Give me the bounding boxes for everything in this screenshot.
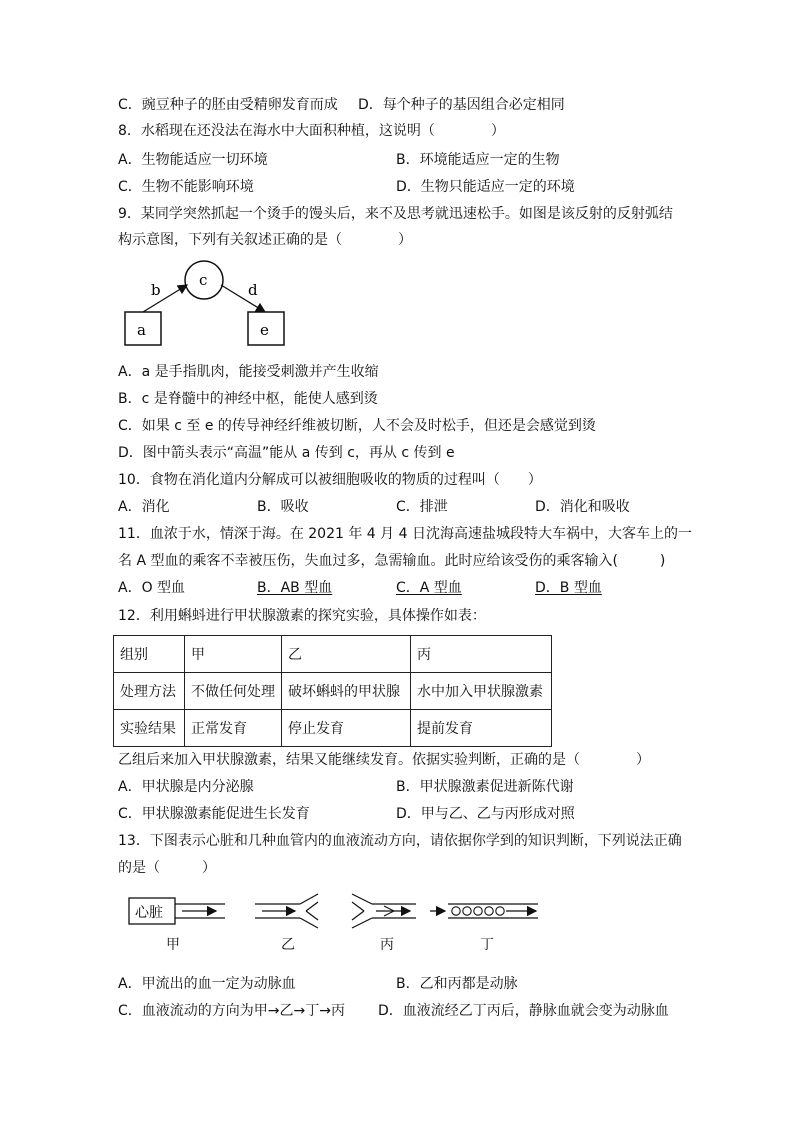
q11-stem-2: 名 A 型血的乘客不幸被压伤，失血过多，急需输血。此时应给该受伤的乘客输入( ): [118, 553, 666, 569]
q12-stem-2: 乙组后来加入甲状腺激素，结果又能继续发育。依据实验判断，正确的是（ ）: [118, 752, 650, 768]
table-cell: 处理方法: [114, 673, 185, 710]
experiment-table: [113, 635, 552, 747]
blood-vessel-diagram: [120, 890, 550, 935]
vessel-bing: [352, 894, 416, 928]
label-bing: 丙: [380, 937, 394, 953]
q10-option-b: B．吸收: [257, 499, 309, 515]
q12-stem: 12．利用蝌蚪进行甲状腺激素的探究实验，具体操作如表：: [118, 608, 486, 624]
q7-option-c: C．豌豆种子的胚由受精卵发育而成: [118, 97, 338, 113]
table-cell: 不做任何处理: [185, 673, 282, 710]
table-row: [114, 636, 552, 673]
label-e: e: [260, 321, 269, 339]
q11-stem-1: 11．血浓于水，情深于海。在 2021 年 4 月 4 日沈海高速盐城段特大车祸中，大客车上的一: [118, 526, 692, 542]
table-cell: 丙: [411, 636, 552, 673]
label-ding: 丁: [480, 937, 494, 953]
label-yi: 乙: [281, 937, 295, 953]
q8-option-a: A．生物能适应一切环境: [118, 152, 268, 168]
q9-option-a: A．a 是手指肌肉，能接受刺激并产生收缩: [118, 364, 379, 380]
q9-stem-2: 构示意图，下列有关叙述正确的是（ ）: [118, 232, 412, 248]
q12-option-c: C．甲状腺激素能促进生长发育: [118, 806, 310, 822]
heart-label: 心脏: [135, 905, 163, 921]
q8-option-d: D．生物只能适应一定的环境: [396, 179, 575, 195]
q10-option-c: C．排泄: [396, 499, 448, 515]
arrow-b: [143, 285, 187, 312]
table-cell: 破坏蝌蚪的甲状腺: [282, 673, 411, 710]
q9-option-d: D．图中箭头表示“高温”能从 a 传到 c，再从 c 传到 e: [118, 445, 455, 461]
q9-stem-1: 9．某同学突然抓起一个烫手的馒头后，来不及思考就迅速松手。如图是该反射的反射弧结: [118, 206, 673, 222]
q13-option-a: A．甲流出的血一定为动脉血: [118, 976, 296, 992]
q13-stem-2: 的是（ ）: [118, 860, 216, 876]
q12-option-d: D．甲与乙、乙与丙形成对照: [396, 806, 575, 822]
reflex-arc-diagram: [115, 255, 305, 355]
q12-option-b: B．甲状腺激素促进新陈代谢: [396, 779, 574, 795]
label-b: b: [151, 281, 161, 299]
table-cell: 正常发育: [185, 710, 282, 747]
q7-option-d: D．每个种子的基因组合必定相同: [358, 97, 565, 113]
table-cell: 停止发育: [282, 710, 411, 747]
table-row: [114, 673, 552, 710]
q13-option-d: D．血液流经乙丁丙后，静脉血就会变为动脉血: [378, 1003, 669, 1019]
q11-option-b: B．AB 型血: [257, 580, 333, 596]
q11-option-a: A．O 型血: [118, 580, 186, 596]
label-c: c: [199, 271, 208, 289]
q11-option-c: C．A 型血: [396, 580, 462, 596]
q10-option-d: D．消化和吸收: [535, 499, 630, 515]
q8-stem: 8．水稻现在还没法在海水中大面积种植，这说明（ ）: [118, 123, 505, 139]
q13-option-c: C．血液流动的方向为甲→乙→丁→丙: [118, 1003, 345, 1019]
table-cell: 乙: [282, 636, 411, 673]
q11-option-d: D．B 型血: [535, 580, 602, 596]
table-cell: 实验结果: [114, 710, 185, 747]
label-a: a: [137, 321, 146, 339]
q13-stem-1: 13．下图表示心脏和几种血管内的血液流动方向，请依据你学到的知识判断，下列说法正确: [118, 833, 682, 849]
q9-option-b: B．c 是脊髓中的神经中枢，能使人感到烫: [118, 391, 378, 407]
q12-option-a: A．甲状腺是内分泌腺: [118, 779, 254, 795]
q13-option-b: B．乙和丙都是动脉: [396, 976, 518, 992]
q8-option-c: C．生物不能影响环境: [118, 179, 254, 195]
vessel-jia: [129, 898, 225, 924]
arrow-d: [221, 285, 265, 312]
q10-option-a: A．消化: [118, 499, 170, 515]
table-row: [114, 710, 552, 747]
q8-option-b: B．环境能适应一定的生物: [396, 152, 560, 168]
table-cell: 提前发育: [411, 710, 552, 747]
table-cell: 甲: [185, 636, 282, 673]
table-cell: 组别: [114, 636, 185, 673]
q9-option-c: C．如果 c 至 e 的传导神经纤维被切断，人不会及时松手，但还是会感觉到烫: [118, 418, 596, 434]
vessel-yi: [255, 894, 318, 928]
label-jia: 甲: [166, 937, 180, 953]
q10-stem: 10．食物在消化道内分解成可以被细胞吸收的物质的过程叫（ ）: [118, 472, 542, 488]
label-d: d: [248, 281, 258, 299]
vessel-ding: [430, 904, 538, 918]
table-cell: 水中加入甲状腺激素: [411, 673, 552, 710]
